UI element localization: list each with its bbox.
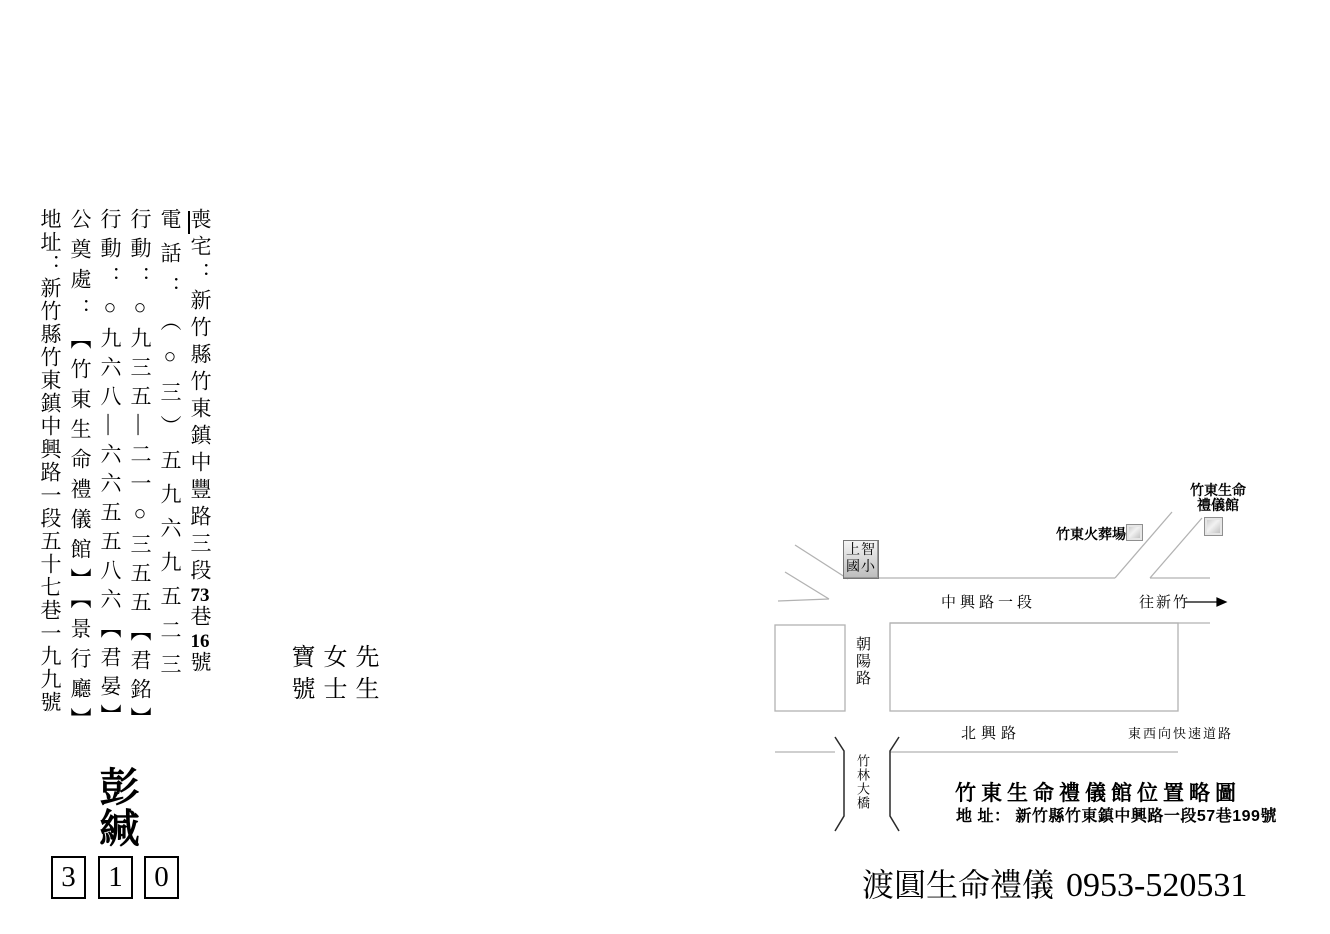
road-line-northwest-diagonal	[795, 545, 848, 579]
sender-seal: 彭緘	[94, 766, 139, 848]
expressway-label: 東西向快速道路	[1128, 726, 1234, 741]
school-box	[843, 540, 879, 579]
beixing-road-label: 北興路	[961, 726, 1022, 742]
mobile1-column: 行動：○九三五—二一○三五五【君銘】	[128, 208, 152, 736]
brand-name: 渡圓生命禮儀	[862, 867, 1055, 903]
school-label-line1: 上智	[846, 543, 876, 558]
lane-number: 73	[190, 585, 210, 606]
mobile2-column: 行動：○九六八—六六五五八六【君晏】	[98, 208, 122, 733]
recipient-honorifics	[284, 644, 380, 710]
road-line-crematorium-branch-right	[1150, 518, 1202, 578]
funeral-hall-label	[1176, 483, 1260, 513]
sender-address-column: 地址：新竹縣竹東鎮中興路一段五十七巷一九九號	[38, 208, 62, 714]
crematorium-marker-icon	[1126, 524, 1143, 541]
city-block-west	[775, 625, 845, 711]
zhongxing-road-label: 中興路一段	[941, 595, 1037, 611]
brand-phone: 0953-520531	[1066, 867, 1248, 904]
map-title: 竹東生命禮儀館位置略圖	[955, 782, 1241, 805]
mourning-house-part1: 喪宅：新竹縣竹東鎮中豐路三段	[188, 208, 212, 586]
to-hsinchu-arrow-head	[1217, 598, 1226, 606]
memorial-venue-column: 公奠處：【竹東生命禮儀館】【景行廳】	[68, 208, 92, 738]
bridge-rail-right	[890, 737, 899, 831]
funeral-hall-label-line1: 竹東生命	[1190, 482, 1246, 498]
city-block-east	[890, 623, 1178, 711]
honorific-company: 寶號	[287, 644, 313, 708]
funeral-hall-label-line2: 禮儀館	[1197, 497, 1239, 513]
funeral-hall-marker-icon	[1204, 517, 1223, 536]
chaoyang-road-label: 朝陽路	[854, 636, 870, 687]
school-label-line2: 國小	[846, 560, 876, 575]
postal-code-box-3: 0	[144, 856, 179, 899]
footer-contact	[862, 860, 1247, 906]
to-hsinchu-label: 往新竹	[1139, 595, 1191, 611]
map-address: 地 址： 新竹縣竹東鎮中興路一段57巷199號	[956, 808, 1277, 825]
road-line-west-fork-lower	[778, 599, 829, 601]
road-line-west-fork-upper	[785, 572, 829, 599]
mourning-house-part2: 巷	[188, 605, 212, 632]
road-line-crematorium-branch-left	[1115, 512, 1172, 578]
honorific-madam: 女士	[319, 644, 345, 708]
postal-code-box-2: 1	[98, 856, 133, 899]
crematorium-label: 竹東火葬場	[1056, 526, 1126, 542]
mourning-house-part3: 號	[188, 651, 212, 678]
sender-info-block	[35, 208, 215, 753]
telephone-column: 電話：（○三）五九六九五二三	[158, 208, 182, 687]
bridge-label: 竹林大橋	[855, 754, 870, 810]
mourning-house-column	[185, 208, 215, 753]
honorific-mister: 先生	[351, 644, 377, 708]
bridge-rail-left	[835, 737, 844, 831]
house-number: 16	[190, 631, 210, 652]
postal-code-box-1: 3	[51, 856, 86, 899]
